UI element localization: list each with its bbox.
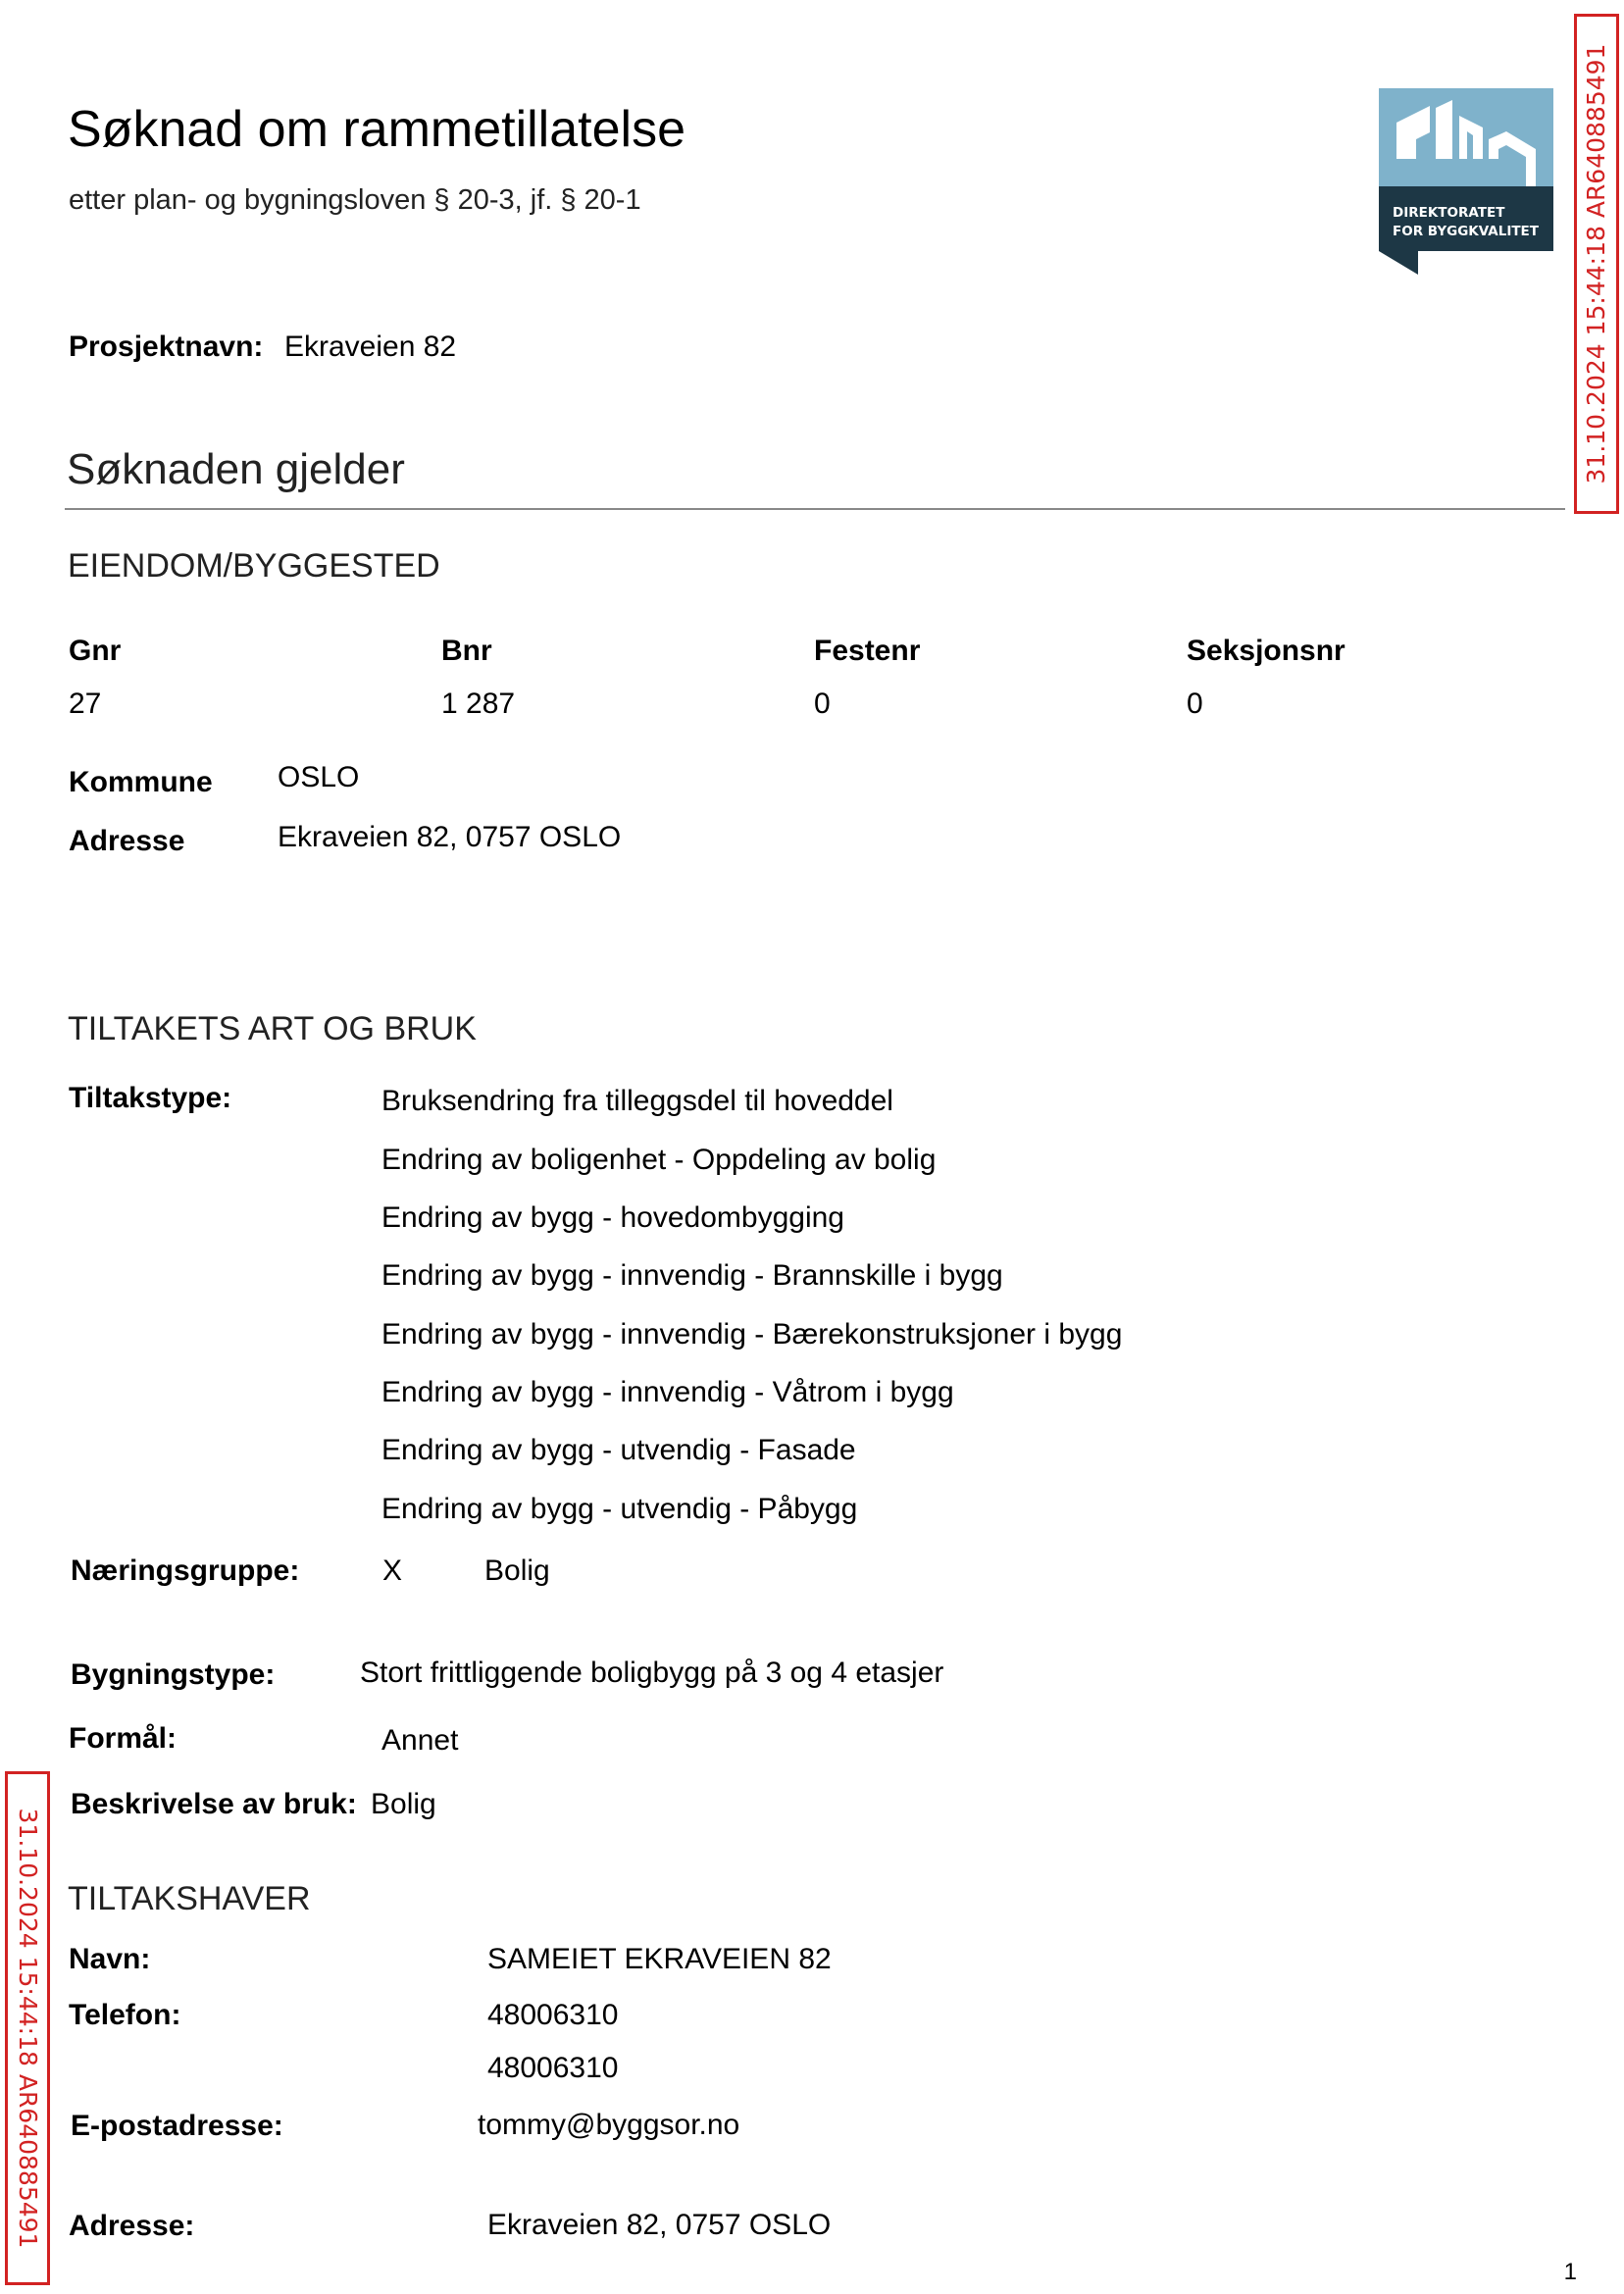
seksjonsnr-label: Seksjonsnr (1187, 635, 1345, 667)
naeringsgruppe-code: X (382, 1555, 403, 1587)
bnr-value: 1 287 (441, 688, 516, 720)
logo-text-line2: FOR BYGGKVALITET (1393, 224, 1539, 239)
document-subtitle: etter plan- og bygningsloven § 20-3, jf. § 20-1 (69, 184, 641, 216)
receipt-stamp-left (5, 1771, 50, 2285)
epost-label: E-postadresse: (71, 2110, 283, 2142)
tiltakstype-item: Endring av bygg - hovedombygging (381, 1201, 844, 1234)
telefon-value-2: 48006310 (487, 2052, 619, 2084)
tiltakstype-item: Endring av bygg - innvendig - Brannskille i bygg (381, 1259, 1003, 1292)
property-heading: EIENDOM/BYGGESTED (68, 547, 440, 585)
bruk-value: Bolig (371, 1788, 436, 1820)
bnr-label: Bnr (441, 635, 492, 667)
festenr-label: Festenr (814, 635, 921, 667)
section-divider (65, 508, 1565, 510)
tiltakstype-item: Endring av bygg - utvendig - Påbygg (381, 1493, 858, 1525)
tiltakstype-item: Bruksendring fra tilleggsdel til hoveddel (381, 1085, 893, 1117)
festenr-value: 0 (814, 688, 831, 720)
bruk-label: Beskrivelse av bruk: (71, 1788, 357, 1820)
navn-value: SAMEIET EKRAVEIEN 82 (487, 1943, 832, 1975)
page-number: 1 (1563, 2259, 1577, 2285)
project-name-label: Prosjektnavn: (69, 331, 264, 363)
naeringsgruppe-label: Næringsgruppe: (71, 1555, 300, 1587)
dibk-logo-graphic (1379, 88, 1553, 275)
navn-label: Navn: (69, 1943, 151, 1975)
tiltakshaver-adresse-label: Adresse: (69, 2210, 195, 2242)
gnr-value: 27 (69, 688, 102, 720)
bygningstype-value: Stort frittliggende boligbygg på 3 og 4 etasjer (360, 1657, 944, 1689)
seksjonsnr-value: 0 (1187, 688, 1203, 720)
receipt-stamp-text: 31.10.2024 15:44:18 AR640885491 (14, 1808, 42, 2249)
tiltakshaver-heading: TILTAKSHAVER (68, 1880, 311, 1917)
kommune-value: OSLO (278, 761, 360, 793)
tiltakshaver-adresse-value: Ekraveien 82, 0757 OSLO (487, 2209, 832, 2241)
gnr-label: Gnr (69, 635, 122, 667)
section-title: Søknaden gjelder (67, 445, 405, 493)
logo-text-line1: DIREKTORATET (1393, 205, 1505, 221)
tiltakstype-item: Endring av bygg - innvendig - Bærekonstruksjoner i bygg (381, 1318, 1123, 1351)
tiltak-heading: TILTAKETS ART OG BRUK (68, 1010, 477, 1047)
tiltakstype-item: Endring av bygg - innvendig - Våtrom i bygg (381, 1376, 954, 1408)
adresse-value: Ekraveien 82, 0757 OSLO (278, 821, 622, 853)
formal-label: Formål: (69, 1722, 178, 1755)
tiltakstype-item: Endring av boligenhet - Oppdeling av bolig (381, 1144, 937, 1176)
formal-value: Annet (381, 1724, 459, 1757)
dibk-logo (1379, 88, 1553, 275)
epost-value: tommy@byggsor.no (478, 2109, 740, 2141)
receipt-stamp-right (1574, 14, 1619, 514)
tiltakstype-label: Tiltakstype: (69, 1082, 232, 1114)
tiltakstype-item: Endring av bygg - utvendig - Fasade (381, 1434, 856, 1466)
project-name-value: Ekraveien 82 (284, 331, 457, 363)
telefon-label: Telefon: (69, 1999, 181, 2031)
bygningstype-label: Bygningstype: (71, 1658, 276, 1691)
telefon-value-1: 48006310 (487, 1999, 619, 2031)
adresse-label: Adresse (69, 825, 185, 857)
naeringsgruppe-value: Bolig (484, 1555, 550, 1587)
document-title: Søknad om rammetillatelse (68, 101, 685, 158)
kommune-label: Kommune (69, 766, 213, 798)
receipt-stamp-text: 31.10.2024 15:44:18 AR640885491 (1582, 43, 1610, 484)
